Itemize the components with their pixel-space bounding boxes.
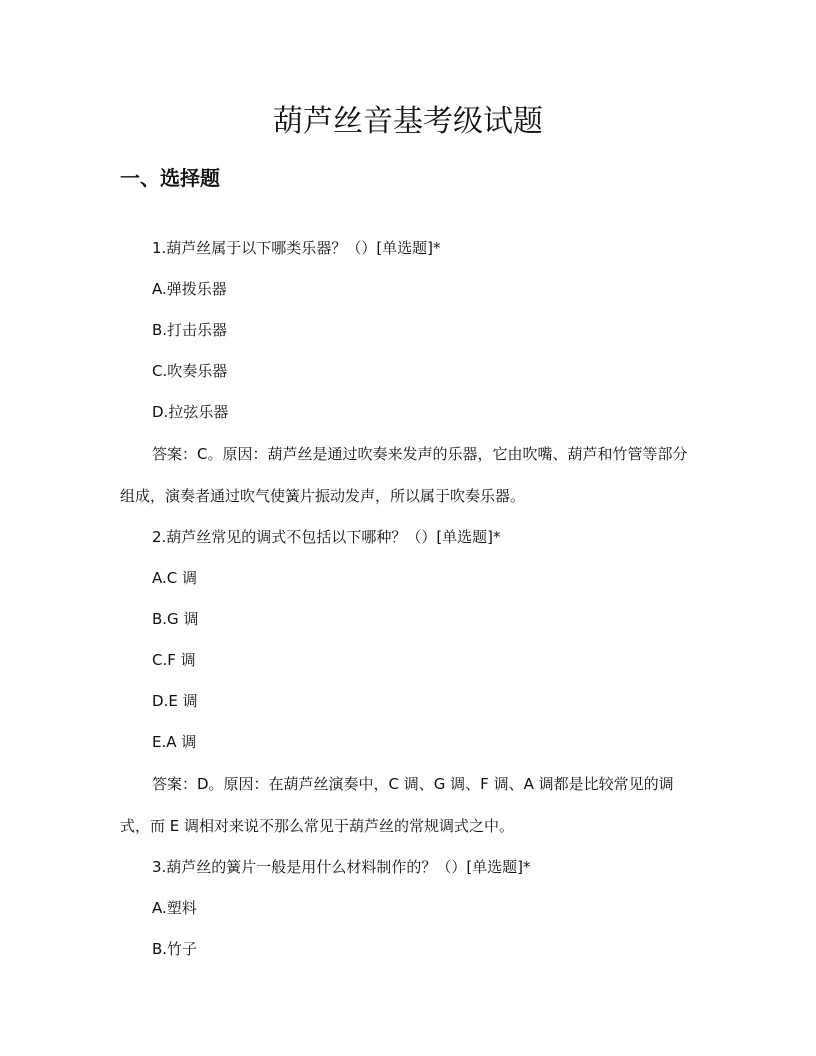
option-item: D.拉弦乐器 (152, 403, 229, 421)
option-item: B.打击乐器 (152, 321, 228, 339)
section-heading: 一、选择题 (120, 166, 220, 190)
option-item: A.弹拨乐器 (152, 280, 227, 298)
option-item: D.E 调 (152, 692, 198, 710)
answer-explanation: 答案：D。原因：在葫芦丝演奏中，C 调、G 调、F 调、A 调都是比较常见的调式，而 E 调相对来说不那么常见于葫芦丝的常规调式之中。 (120, 775, 674, 835)
question-block-2 (120, 517, 696, 847)
document-title: 葫芦丝音基考级试题 (273, 104, 543, 139)
question-text: 1.葫芦丝属于以下哪类乐器？（）[单选题]* (152, 239, 441, 257)
question-block-1 (120, 228, 696, 517)
option-item: A.C 调 (152, 569, 198, 587)
option-item: B.G 调 (152, 610, 199, 628)
option-item: B.竹子 (152, 940, 198, 958)
answer-explanation: 答案：C。原因：葫芦丝是通过吹奏来发声的乐器，它由吹嘴、葫芦和竹管等部分组成，演奏者通过吹气使簧片振动发声，所以属于吹奏乐器。 (120, 445, 688, 505)
option-item: C.吹奏乐器 (152, 362, 228, 380)
option-item: A.塑料 (152, 899, 197, 917)
option-item: E.A 调 (152, 733, 197, 751)
question-block-3 (120, 847, 696, 970)
option-item: C.F 调 (152, 651, 196, 669)
question-text: 2.葫芦丝常见的调式不包括以下哪种？（）[单选题]* (152, 528, 501, 546)
question-list (120, 228, 696, 970)
question-text: 3.葫芦丝的簧片一般是用什么材料制作的？（）[单选题]* (152, 858, 531, 876)
